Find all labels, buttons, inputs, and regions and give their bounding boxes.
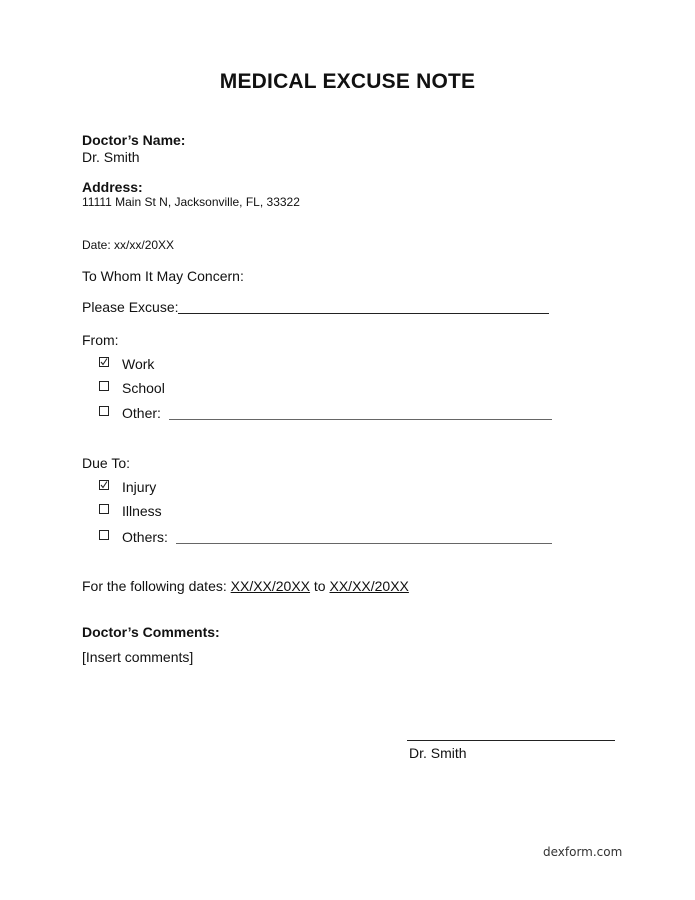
page-title: MEDICAL EXCUSE NOTE: [219, 70, 476, 93]
footer-brand: dexform.com: [543, 845, 623, 859]
due-injury-checkbox[interactable]: [99, 480, 109, 490]
due-others-checkbox[interactable]: [99, 530, 109, 540]
doctor-name-value: Dr. Smith: [82, 149, 140, 165]
end-date[interactable]: XX/XX/20XX: [329, 578, 409, 594]
due-to-label: Due To:: [82, 455, 130, 471]
checkmark-icon: [100, 358, 108, 366]
from-work-checkbox[interactable]: [99, 357, 109, 367]
address-label: Address:: [82, 179, 143, 195]
salutation: To Whom It May Concern:: [82, 268, 244, 284]
from-other-label: Other:: [122, 405, 161, 421]
address-value: 11111 Main St N, Jacksonville, FL, 33322: [82, 195, 300, 209]
please-excuse-label: Please Excuse:: [82, 299, 179, 315]
comments-text[interactable]: [Insert comments]: [82, 649, 194, 665]
please-excuse-field[interactable]: [178, 313, 549, 314]
due-others-label: Others:: [122, 529, 168, 545]
comments-label: Doctor’s Comments:: [82, 624, 220, 640]
dates-prefix: For the following dates:: [82, 578, 227, 594]
from-label: From:: [82, 332, 119, 348]
date-value: xx/xx/20XX: [114, 238, 175, 252]
due-illness-checkbox[interactable]: [99, 504, 109, 514]
date-label: Date:: [82, 238, 111, 252]
from-other-checkbox[interactable]: [99, 406, 109, 416]
dates-connector: to: [313, 578, 326, 594]
start-date[interactable]: XX/XX/20XX: [230, 578, 311, 594]
due-others-field[interactable]: [176, 543, 552, 544]
signature-name: Dr. Smith: [409, 745, 467, 761]
date-row: [82, 238, 174, 252]
from-school-label: School: [122, 380, 165, 396]
due-illness-label: Illness: [122, 503, 162, 519]
from-school-checkbox[interactable]: [99, 381, 109, 391]
due-injury-label: Injury: [122, 479, 157, 495]
dates-row: [82, 578, 409, 594]
checkmark-icon: [100, 481, 108, 489]
from-work-label: Work: [122, 356, 155, 372]
doctor-name-label: Doctor’s Name:: [82, 132, 186, 148]
signature-line[interactable]: [407, 740, 615, 741]
from-other-field[interactable]: [169, 419, 552, 420]
